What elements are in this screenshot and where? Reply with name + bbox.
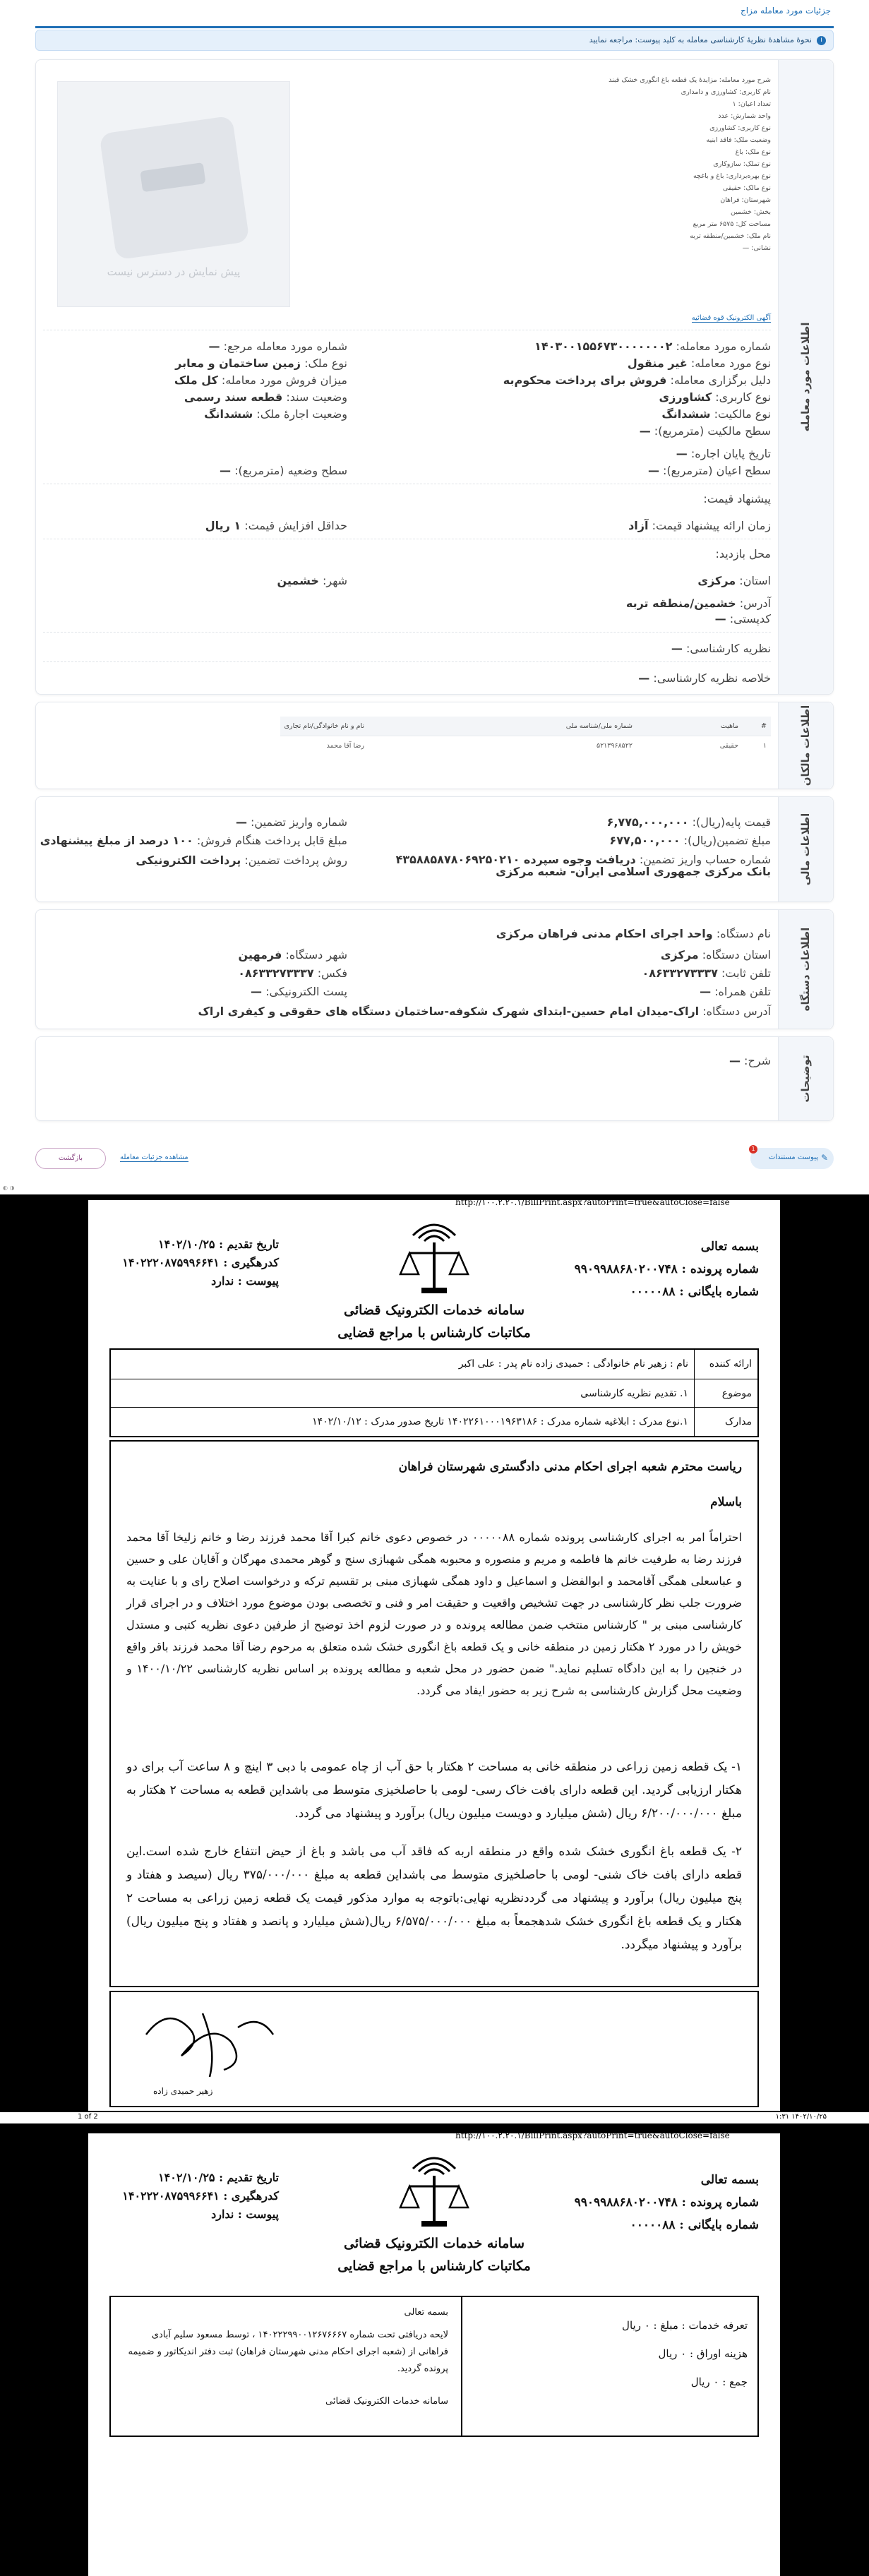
ownership-area: سطح مالکیت (مترمربع): — — [639, 424, 771, 438]
signature-icon — [139, 1999, 287, 2084]
notes-section — [35, 1036, 834, 1121]
table-header-row: # ماهیت شماره ملی/شناسه ملی نام و نام خانوادگی/نام تجاری — [280, 717, 771, 736]
document-sheet — [88, 1197, 780, 2111]
province: استان: مرکزی — [697, 574, 771, 587]
sale-amount: میزان فروش مورد معامله: کل ملک — [174, 373, 347, 387]
device-fax: فکس: ۰۸۶۳۳۲۷۳۳۳۷ — [238, 966, 347, 980]
deal-reason: دلیل برگزاری معامله: فروش برای پرداخت محکوم‌به — [503, 373, 771, 387]
print-url: http://۱۰۰.۲.۲۰.۱/BillPrint.aspx?autoPrint=true&autoClose=false — [455, 2131, 730, 2140]
signer-name: زهیر حمیدی زاده — [153, 2086, 213, 2096]
deed-status: وضعیت سند: قطعه سند رسمی — [184, 390, 347, 404]
payable-amount: مبلغ قابل پرداخت هنگام فروش: ۱۰۰ درصد از مبلغ پیشنهادی — [40, 834, 347, 847]
document-info-table — [109, 1348, 759, 1437]
header-left: تاریخ تقدیم : ۱۴۰۲/۱۰/۲۵ کدرهگیری : ۱۴۰۲۲۲۰۸۷۵۹۹۶۶۴۱ پیوست : ندارد — [122, 2171, 279, 2221]
section-header: اطلاعات دستگاه — [778, 910, 833, 1029]
deal-type: نوع مورد معامله: غیر منقول — [627, 357, 771, 370]
judiciary-emblem-icon — [392, 2147, 477, 2232]
receipt-column: بسمه تعالی لایحه دریافتی تحت شماره ۱۴۰۲۲۲۹۹۰۰۱۲۶۷۶۶۶۷ ، توسط مسعود سلیم آبادی فراهانی از (شعبه اجرای احکام مدنی شهرستان فراهان) ثبت دفتر اندیکاتور و ضمیمه پرونده گردید. سامانه خدمات الکترونیک قضائی — [128, 2307, 448, 2407]
ownership-type: نوع مالکیت: ششدانگ — [661, 407, 771, 421]
device-mobile: تلفن همراه: — — [700, 985, 771, 998]
lease-end-date: تاریخ پایان اجاره: — — [676, 447, 771, 460]
attachments-count-badge: 1 — [749, 1145, 757, 1154]
deal-description: شرح مورد معامله: مزایدهٔ یک قطعه باغ انگوری خشک قبند نام کاربری: کشاورزی و دامداری تعداد اعیان: ۱ واحد شمارش: عدد نوع کاربری: کشاورزی وضعیت ملک: فاقد ابنیه نوع ملک: باغ نوع تملک: سازوکاری نوع بهره‌برداری: باغ و باغچه نوع مالک: حقیقی شهرستان: فراهان بخش: خشمین مساحت کل: ۶۵۷۵ متر مربع نام ملک: خشمین/منطقه تربه نشانی: — — [609, 76, 771, 252]
device-phone: تلفن ثابت: ۰۸۶۳۳۲۷۳۳۳۷ — [642, 966, 771, 980]
page-footer: 1 of 2 ۱:۳۱ ۱۴۰۲/۱۰/۲۵ — [0, 2112, 869, 2123]
print-url: http://۱۰۰.۲.۲۰.۱/BillPrint.aspx?autoPrint=true&autoClose=false — [455, 1197, 730, 1207]
price-proposal-label: پیشنهاد قیمت: — [703, 492, 771, 505]
placeholder-text: پیش نمایش در دسترس نیست — [107, 265, 241, 278]
section-header: اطلاعات مالکان — [778, 702, 833, 789]
scanned-document-page-2 — [0, 2126, 869, 2576]
info-icon: i — [817, 36, 826, 45]
building-area: سطح اعیان (مترمربع): — — [647, 464, 771, 477]
top-bar — [35, 0, 834, 28]
auction-link[interactable]: آگهی الکترونیک قوه قضائیه — [691, 314, 771, 322]
section-header: توضیحات — [778, 1037, 833, 1120]
scroll-icon: ◐ ◑ — [3, 1185, 15, 1191]
judiciary-emblem-icon — [392, 1214, 477, 1299]
visit-location-label: محل بازدید: — [715, 547, 771, 561]
fees-column: تعرفه خدمات : مبلغ : ۰ ریال هزینه اوراق : ۰ ریال جمع : ۰ ریال — [461, 2297, 757, 2436]
table-row: ۱ حقیقی ۵۲۱۳۹۶۸۵۲۲ رضا آقا محمد — [280, 736, 771, 756]
attachments-button[interactable]: 1 ✎ پیوست مستندات — [750, 1148, 834, 1169]
device-section — [35, 909, 834, 1029]
payment-method: روش پرداخت تضمین: پرداخت الکترونیکی — [136, 853, 347, 867]
table-row: موضوع ۱. تقدیم نظریه کارشناسی — [111, 1379, 757, 1408]
device-province: استان دستگاه: مرکزی — [660, 948, 771, 961]
document-header — [109, 2147, 759, 2303]
device-city: شهر دستگاه: فرمهین — [238, 948, 347, 961]
document-sheet — [88, 2133, 780, 2576]
header-left: تاریخ تقدیم : ۱۴۰۲/۱۰/۲۵ کدرهگیری : ۱۴۰۲۲۲۰۸۷۵۹۹۶۶۴۱ پیوست : ندارد — [122, 1238, 279, 1288]
proposal-time: زمان ارائه پیشنهاد قیمت: آزاد — [628, 519, 771, 532]
gavel-icon — [99, 116, 249, 260]
divider — [43, 661, 771, 662]
expert-summary: خلاصه نظریه کارشناسی: — — [638, 671, 771, 685]
back-button[interactable]: بازگشت — [35, 1148, 106, 1169]
org-title: سامانه خدمات الکترونیک قضائی مکاتبات کارشناس با مراجع قضایی — [337, 2236, 531, 2274]
header-right: بسمه تعالی شماره پرونده : ۹۹۰۹۹۸۸۶۸۰۲۰۰۷۴۸ شماره بایگانی : ۰۰۰۰۰۸۸ — [574, 1240, 759, 1299]
scanned-document-page-1 — [0, 1194, 869, 2126]
paperclip-icon: ✎ — [820, 1153, 828, 1163]
min-increase: حداقل افزایش قیمت: ۱ ریال — [205, 519, 347, 532]
deposit-amount: مبلغ تضمین(ریال): ۶۷۷,۵۰۰,۰۰۰ — [609, 834, 771, 847]
deal-info-section — [35, 59, 834, 695]
deal-number: شماره مورد معامله: ۱۴۰۳۰۰۱۵۵۶۷۳۰۰۰۰۰۰۰۲ — [534, 340, 771, 353]
deposit-account: شماره حساب واریز تضمین: دریافت وجوه سپرده ۴۳۵۸۸۵۸۷۸۰۶۹۲۵۰۲۱۰ بانک مرکزی جمهوری اسلامی ایران- شعبه مرکزی — [395, 853, 771, 878]
device-name: نام دستگاه: واحد اجرای احکام مدنی فراهان مرکزی — [496, 927, 771, 940]
info-alert — [35, 30, 834, 51]
alert-text: نحوهٔ مشاهدهٔ نظریهٔ کارشناسی معامله به کلید پیوست: مراجعه نمایید — [589, 35, 812, 44]
owners-table — [280, 717, 771, 755]
deposit-ref: شماره واریز تضمین: — — [235, 815, 347, 829]
section-header: اطلاعات مالی — [778, 797, 833, 901]
notes-text: شرح: — — [729, 1054, 771, 1067]
image-placeholder — [57, 81, 290, 307]
ref-deal-number: شماره مورد معامله مرجع: — — [208, 340, 347, 353]
org-title: سامانه خدمات الکترونیک قضائی مکاتبات کارشناس با مراجع قضایی — [337, 1302, 531, 1341]
view-details-link[interactable]: مشاهده جزئیات معامله — [120, 1154, 188, 1161]
owners-section — [35, 702, 834, 789]
document-header — [109, 1214, 759, 1370]
divider — [43, 632, 771, 633]
base-price: قیمت پایه(ریال): ۶,۷۷۵,۰۰۰,۰۰۰ — [606, 815, 771, 829]
table-row: ارائه کننده نام : زهیر نام خانوادگی : حمیدی زاده نام پدر : علی اکبر — [111, 1350, 757, 1379]
header-right: بسمه تعالی شماره پرونده : ۹۹۰۹۹۸۸۶۸۰۲۰۰۷۴۸ شماره بایگانی : ۰۰۰۰۰۸۸ — [574, 2173, 759, 2232]
address: آدرس: خشمین/منطقه تربه — [625, 597, 771, 610]
usage-type: نوع کاربری: کشاورزی — [659, 390, 771, 404]
device-email: پست الکترونیکی: — — [251, 985, 347, 998]
city: شهر: خشمین — [277, 574, 347, 587]
receipt-table — [109, 2296, 759, 2437]
action-bar — [35, 1142, 834, 1175]
lease-status: وضعیت اجارهٔ ملک: ششدانگ — [204, 407, 347, 421]
postal-code: کدپستی: — — [714, 612, 771, 625]
expert-opinion: نظریه کارشناسی: — — [671, 642, 771, 655]
device-address: آدرس دستگاه: اراک-میدان امام حسین-ابتدای شهرک شکوفه-ساختمان دستگاه های حقوقی و کیفری اراک — [198, 1005, 771, 1018]
section-header: اطلاعات مورد معامله — [778, 60, 833, 694]
financial-section — [35, 796, 834, 902]
signature-box — [109, 1991, 759, 2107]
table-row: مدارک ۱.نوع مدرک : ابلاغیه شماره مدرک : ۱۴۰۲۲۶۱۰۰۰۱۹۶۳۱۸۶ تاریخ صدور مدرک : ۱۴۰۲/۱۰/۱۲ — [111, 1408, 757, 1437]
wadieh-area: سطح وضعیه (مترمربع): — — [219, 464, 347, 477]
page-bottom-strip — [0, 1185, 869, 1193]
letter-body: ریاست محترم شعبه اجرای احکام مدنی دادگستری شهرستان فراهان باسلام احتراماً امر به اجرای کارشناسی پرونده شماره ۰۰۰۰۰۸۸ در خصوص دعوی خانم کبرا آقا محمد فرزند رضا و خانم زلیخا آقا محمد فرزند رضا به طرفیت خانم ها فاطمه و مریم و منصوره و محبوبه همگی شهبازی سنج و گوهر محمدی مهرگان و آقایان علی و حسین و عباسعلی همگی آقامحمد و ابوالفضل و اسماعیل و داود همگی شهبازی مبنی بر تقسیم ترکه و درخواست اصلاح رای و با عنایت به ضرورت جلب نظر کارشناسی در جهت تشخیص واقعیت و حقیقت امر و فنی و تخصصی بودن موضوع مورد اختلاف و در اجرای قرار کارشناسی مبنی بر " کارشناس منتخب ضمن مطالعه پرونده و در صورت لزوم اخذ توضیح از طرفین دعوی نظریه کتبی و مستدل خویش را در مورد ۲ هکتار زمین در منطقه خانی و یک قطعه باغ انگوری خشک شده متعلق به مرحوم رضا آقا محمد فرزند باقر واقع در خنجین را به این دادگاه تسلیم نماید." ضمن حضور در محل شعبه و مطالعه پرونده بر اساس نظریه کارشناسی ۱۴۰۰/۱۰/۲۲ و وضعیت محل گزارش کارشناسی به شرح زیر به حضور ایفاد می گردد. ۱- یک قطعه زمین زراعی در منطقه خانی به مساحت ۲ هکتار با حق آب از چاه عمومی با دبی ۳ اینچ و ۸ ساعت آب برای دو هکتار ارزیابی گردید. این قطعه دارای بافت خاک رسی- لومی با حاصلخیزی متوسط می باشداین قطعه به مساحت ۲ هکتار به مبلغ ۶/۲۰۰/۰۰۰/۰۰۰ ریال (شش میلیارد و دویست میلیون ریال) برآورد و پیشنهاد می گردد. ۲- یک قطعه باغ انگوری خشک شده واقع در منطقه اربه که فاقد آب می باشد و باغ از حیض انتفاع خارج شده است.این قطعه دارای بافت خاک شنی- لومی با حاصلخیزی متوسط می باشداین قطعه به مبلغ ۳۷۵/۰۰۰/۰۰۰ ریال (سیصد و هفتاد و پنج میلیون ریال) برآورد و پیشنهاد می گرددنظریه نهایی:باتوجه به موارد مذکور قیمت یک قطعه زمین زراعی به مساحت ۲ هکتار و یک قطعه باغ انگوری خشک شدهجمعاً به مبلغ ۶/۵۷۵/۰۰۰/۰۰۰ ریال(شش میلیارد و پانصد و هفتاد و پنج میلیون ریال) برآورد و پیشنهاد میگردد. — [109, 1440, 759, 1987]
breadcrumb[interactable]: جزئیات مورد معامله مزاج — [741, 6, 831, 16]
property-type: نوع ملک: زمین ساختمان و معابر — [175, 357, 347, 370]
